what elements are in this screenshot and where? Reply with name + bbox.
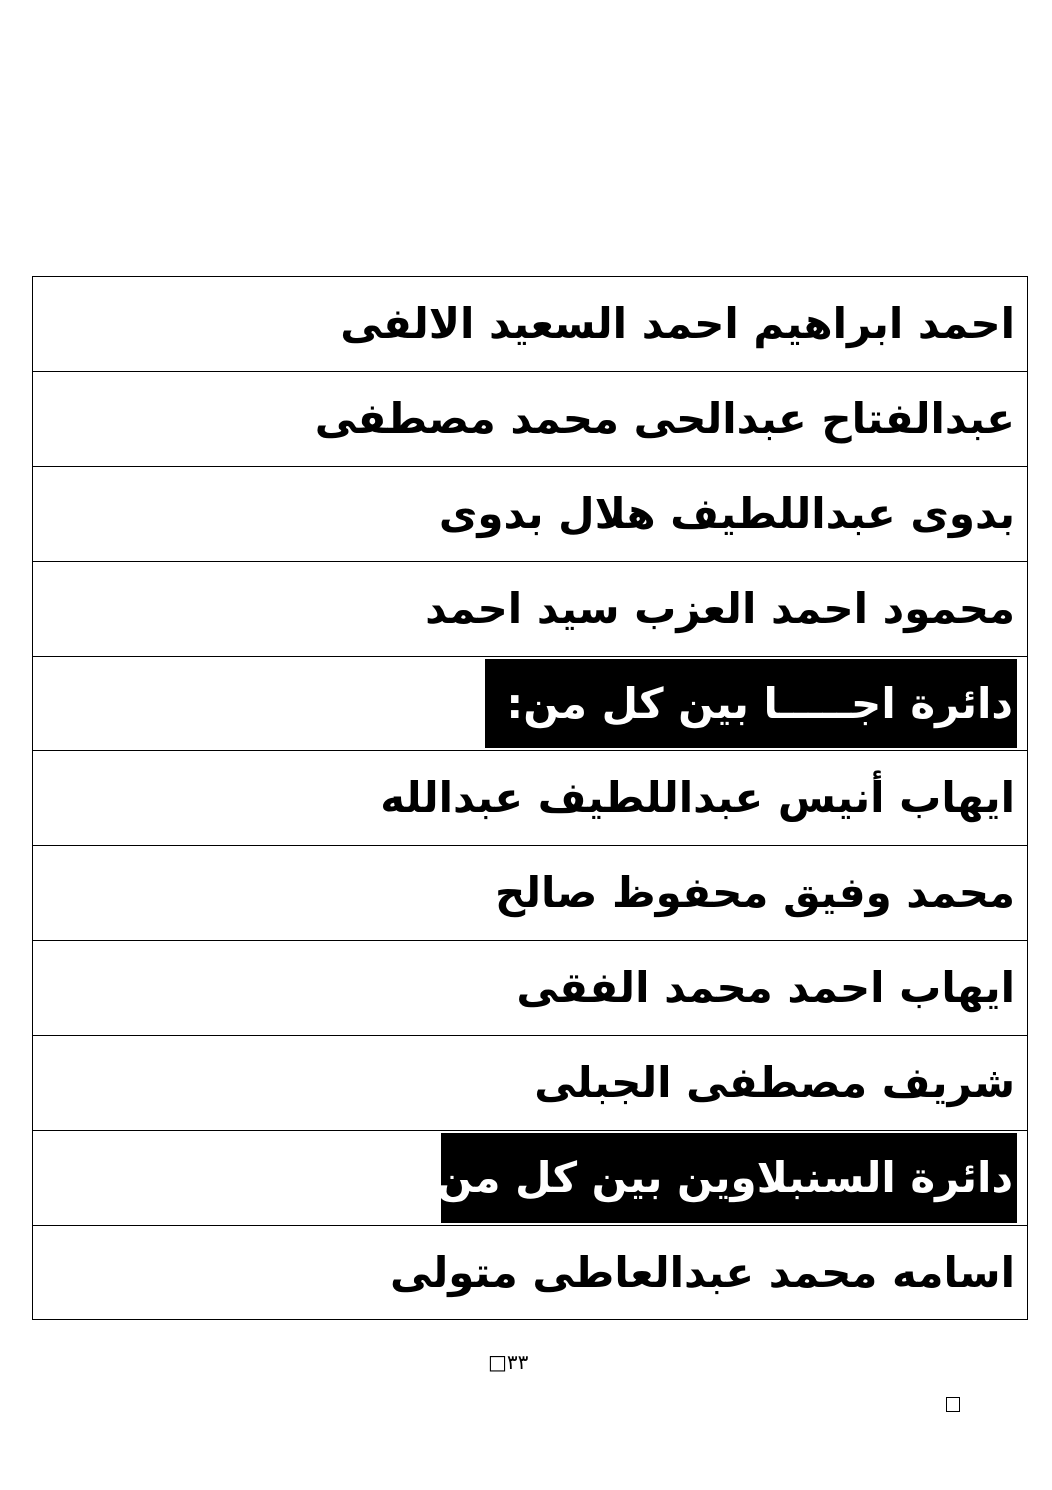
- table-row: [33, 277, 1027, 372]
- table-row: [33, 467, 1027, 562]
- name-cell: بدوى عبداللطيف هلال بدوى: [438, 488, 1015, 538]
- page-number: □٣٣: [488, 1350, 529, 1374]
- table-row: [33, 751, 1027, 846]
- table-row: [33, 1036, 1027, 1131]
- district-heading: دائرة السنبلاوين بين كل من:: [419, 1152, 1013, 1202]
- name-cell: عبدالفتاح عبدالحى محمد مصطفى: [314, 393, 1015, 443]
- district-header-row: [33, 1131, 1027, 1226]
- name-cell: شريف مصطفى الجبلى: [534, 1058, 1015, 1108]
- table-row: [33, 846, 1027, 941]
- table-row: [33, 562, 1027, 657]
- name-cell: ايهاب احمد محمد الفقى: [516, 963, 1015, 1013]
- table-row: [33, 372, 1027, 467]
- name-cell: اسامه محمد عبدالعاطى متولى: [389, 1248, 1015, 1298]
- table-row: [33, 1226, 1027, 1321]
- name-cell: محمد وفيق محفوظ صالح: [494, 868, 1015, 918]
- name-cell: محمود احمد العزب سيد احمد: [425, 583, 1015, 633]
- name-cell: احمد ابراهيم احمد السعيد الالفى: [340, 298, 1015, 348]
- names-table: [32, 276, 1028, 1320]
- district-heading: دائرة اجـــــا بين كل من:: [506, 678, 1013, 728]
- empty-box-glyph: [946, 1397, 960, 1412]
- district-header-row: [33, 657, 1027, 752]
- name-cell: ايهاب أنيس عبداللطيف عبدالله: [380, 773, 1015, 823]
- table-row: [33, 941, 1027, 1036]
